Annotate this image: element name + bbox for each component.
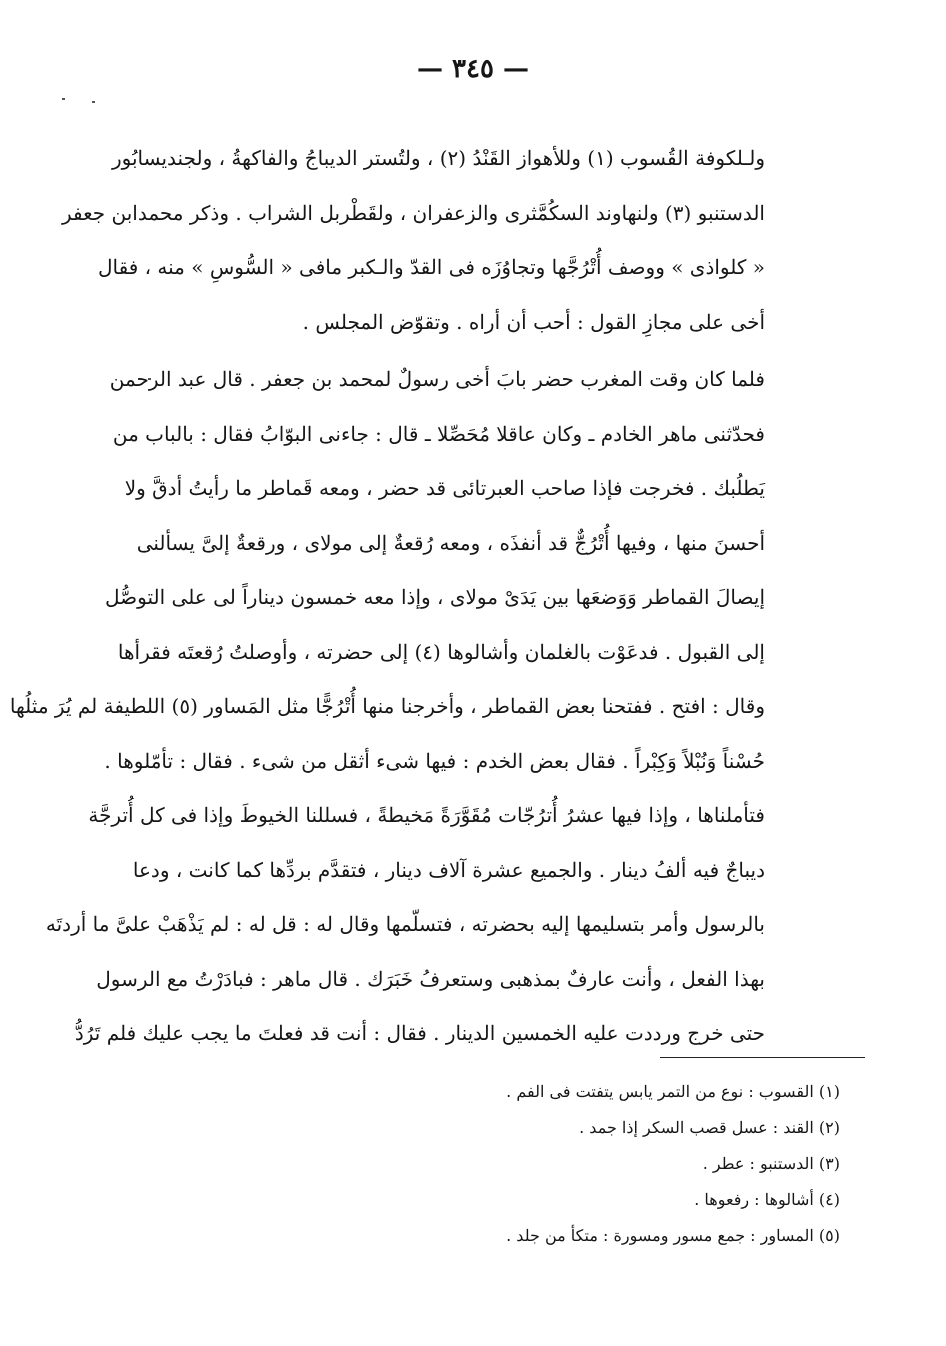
paragraph-2 xyxy=(9,352,765,1061)
footnotes xyxy=(300,1074,840,1254)
footnote-2: (٢) القند : عسل قصب السكر إذا جمد . xyxy=(579,1118,840,1137)
paragraph-1 xyxy=(61,131,765,349)
footnote-3: (٣) الدستنبو : عطر . xyxy=(702,1154,840,1173)
text-line: إيصالَ القماطر وَوَضعَها بين يَدَىْ مولاى ، وإذا معه خمسون ديناراً لى على التوصُّل xyxy=(105,585,765,609)
scan-speck xyxy=(62,98,65,100)
footnote-5: (٥) المساور : جمع مسور ومسورة : متكأ من جلد . xyxy=(506,1226,840,1245)
text-line: إلى القبول . فدعَوْت بالغلمان وأشالوها (٤) إلى حضرته ، وأوصلتُ رُقعتَه فقرأها xyxy=(117,639,765,664)
text-line: « كلواذى » ووصف أُتْرُجَّها وتجاوُزَه فى القدّ والـكبر مافى « السُّوسِ » منه ، فقال xyxy=(97,255,765,279)
text-line: فحدّثنى ماهر الخادم ـ وكان عاقلا مُحَصِّلا ـ قال : جاءنى البوّابُ فقال : بالباب من xyxy=(112,421,765,446)
text-line: حتى خرج ورددت عليه الخمسين الدينار . فقال : أنت قد فعلتَ ما يجب عليك فلم تَرُدُّ xyxy=(74,1021,765,1045)
footnote-4: (٤) أشالوها : رفعوها . xyxy=(694,1190,840,1209)
text-line: حُسْناً وَنُبْلاً وَكِبْراً . فقال بعض الخدم : فيها شىء أثقل من شىء . فقال : تأمّلوها . xyxy=(104,748,765,773)
footnote-1: (١) القسوب : نوع من التمر يابس يتفتت فى الفم . xyxy=(506,1082,840,1101)
text-line: فتأملناها ، وإذا فيها عشرُ أُترُجّات مُقَوَّرَةً مَخيطةً ، فسللنا الخيوطَ وإذا فى كل أُترجَّة xyxy=(88,803,765,827)
text-line: بهذا الفعل ، وأنت عارفٌ بمذهبى وستعرفُ خَبَرَك . قال ماهر : فبادَرْتُ مع الرسول xyxy=(96,966,765,991)
text-line: ديباجٌ فيه ألفُ دينار . والجميع عشرة آلاف دينار ، فتقدَّم بردِّها كما كانت ، ودعا xyxy=(132,857,765,882)
text-line: الدستنبو (٣) ولنهاوند السكُمَّثرى والزعفران ، ولقَطْربل الشراب . وذكر محمدابن جعفر xyxy=(61,200,765,225)
text-line: أخى على مجازِ القول : أحب أن أراه . وتقوّض المجلس . xyxy=(302,309,765,334)
text-line: يَطلُبك . فخرجت فإذا صاحب العبرتائى قد حضر ، ومعه قَماطر ما رأيتُ أدقَّ ولا xyxy=(124,476,765,500)
text-line: ولـلكوفة القُسوب (١) وللأهواز القَنْدُ (٢) ، ولتُستر الديباجُ والفاكهةُ ، ولجنديسابُور xyxy=(112,146,765,170)
footnote-divider xyxy=(660,1057,865,1058)
text-line: وقال : افتح . ففتحنا بعض القماطر ، وأخرجنا منها أُتْرُجًّا مثل المَساور (٥) اللطيفة لم يُرَ مثلُها xyxy=(9,694,765,718)
text-line: بالرسول وأمر بتسليمها إليه بحضرته ، فتسلّمها وقال له : قل له : لم يَذْهَبْ علىَّ ما أردتَه xyxy=(45,912,765,936)
text-line: فلما كان وقت المغرب حضر بابَ أخى رسولٌ لمحمد بن جعفر . قال عبد الرحمن xyxy=(109,367,765,391)
text-line: أحسنَ منها ، وفيها أُتْرُجٌّ قد أنفذَه ، ومعه رُقعةٌ إلى مولاى ، ورقعةٌ إلىَّ يسألنى xyxy=(136,530,765,555)
page-number: — ٣٤٥ — xyxy=(416,54,530,84)
scan-speck xyxy=(92,101,95,103)
